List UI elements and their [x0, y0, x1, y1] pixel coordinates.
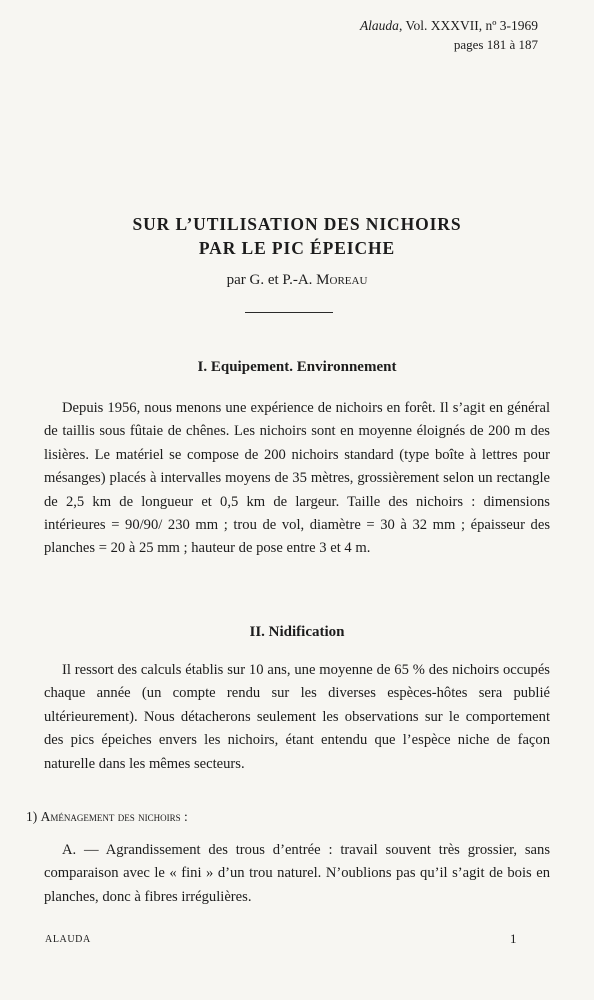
- footer-journal-name: ALAUDA: [45, 934, 91, 945]
- section-1-heading: I. Equipement. Environnement: [197, 359, 397, 375]
- journal-name: Alauda: [359, 18, 399, 33]
- journal-header: [360, 16, 538, 54]
- article-authors: [0, 270, 594, 290]
- authors-name: Moreau: [316, 272, 368, 288]
- subsection-1-number: 1): [26, 809, 41, 824]
- title-divider: [245, 312, 333, 313]
- article-title: [0, 212, 594, 260]
- article-title-line-1: SUR L’UTILISATION DES NICHOIRS: [132, 214, 462, 234]
- footer-page-number: 1: [510, 931, 517, 946]
- journal-volume: , Vol. XXXVII, nº 3-1969: [398, 18, 538, 33]
- journal-pages: pages 181 à 187: [453, 37, 538, 52]
- section-2-heading: II. Nidification: [249, 624, 345, 640]
- subsection-1-heading: [26, 807, 546, 827]
- article-title-line-2: PAR LE PIC ÉPEICHE: [198, 238, 396, 258]
- subsection-a-paragraph: A. — Agrandissement des trous d’entrée : travail souvent très grossier, sans comparaison avec le « fini » d’un trou naturel. N’oublions pas qu’il s’agit de bois en planches, donc à fibres irrégulières.: [44, 842, 550, 905]
- section-1-paragraph: Depuis 1956, nous menons une expérience de nichoirs en forêt. Il s’agit en général de taillis sous fûtaie de chênes. Les nichoirs sont en moyenne éloignés de 200 m des lisières. Le matériel se compose de 200 nichoirs standard (type boîte à lettres pour mésanges) placés à intervalles moyens de 35 mètres, grossièrement selon un rectangle de 2,5 km de longueur et 0,5 km de largeur. Taille des nichoirs : dimensions intérieures = 90/90/ 230 mm ; trou de vol, diamètre = 30 à 32 mm ; épaisseur des planches = 20 à 25 mm ; hauteur de pose entre 3 et 4 m.: [44, 400, 550, 557]
- authors-prefix: par G. et P.-A.: [226, 272, 317, 288]
- journal-citation: [360, 16, 538, 35]
- subsection-1-label: Aménagement des nichoirs :: [40, 809, 188, 824]
- section-2-paragraph: Il ressort des calculs établis sur 10 ans, une moyenne de 65 % des nichoirs occupés chaque année (un compte rendu sur les diverses espèces-hôtes sera publié ultérieurement). Nous détacherons seulement les observations sur le comportement des pics épeiches envers les nichoirs, étant entendu que l’espèce niche de façon naturelle dans les mêmes secteurs.: [44, 662, 550, 772]
